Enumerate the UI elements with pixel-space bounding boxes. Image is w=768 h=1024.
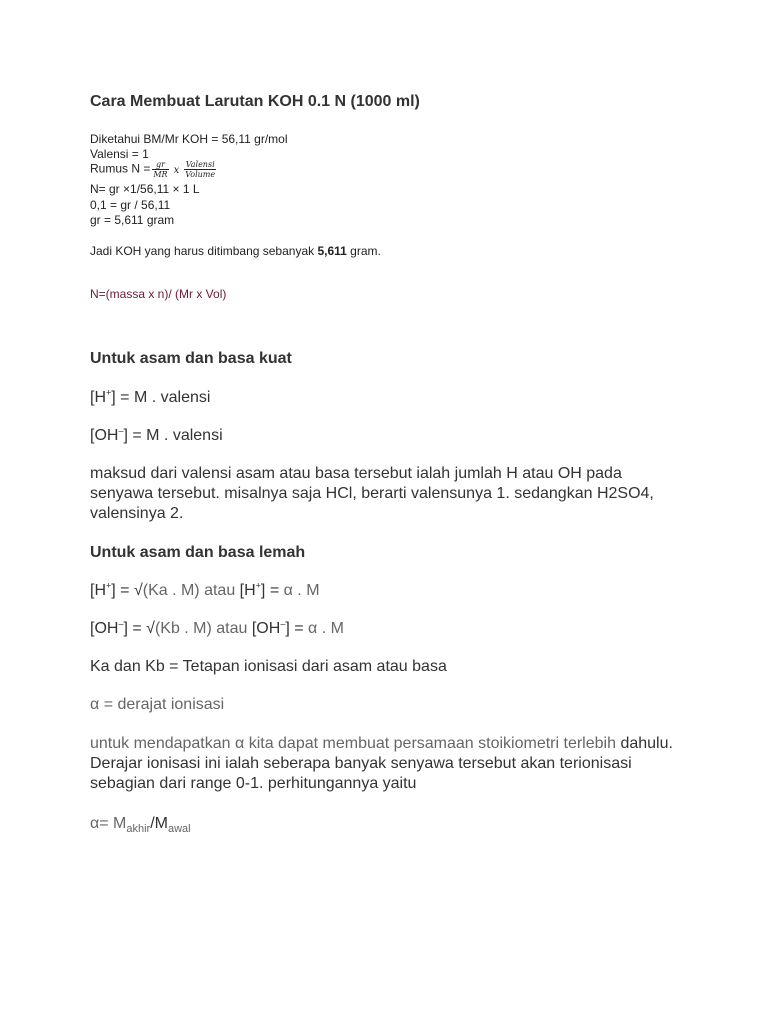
alpha-definition: α = derajat ionisasi [90,696,225,713]
text-gray: α . M [283,582,320,599]
superscript: + [106,580,112,591]
fraction-valensi-volume [184,160,216,179]
oh-formula-rest: ] = M . valensi [123,427,223,444]
text: [H [239,582,256,599]
text: ] = [285,620,309,637]
ionization-paragraph [90,734,680,794]
fraction-denominator: MR [153,170,168,179]
strong-h-formula [90,388,210,408]
text-gray: (Ka . M) atau [142,582,240,599]
text: [OH [251,620,281,637]
superscript: + [255,580,261,591]
text: [OH [90,620,119,637]
valence-line: Valensi = 1 [90,147,149,161]
multiply-sign: x [173,164,180,176]
text-gray: α . M [308,620,344,637]
fraction-denominator: Volume [185,170,216,179]
weak-oh-formula [90,619,344,639]
m-symbol: M [113,815,127,832]
text: ] = √ [123,620,155,637]
result-suffix: gram. [346,244,381,258]
oh-bracket: [OH [90,427,119,444]
formula-line [90,160,218,179]
weak-h-formula [90,581,320,601]
formula-prefix: Rumus N = [90,161,151,176]
normality-formula: N=(massa x n)/ (Mr x Vol) [90,287,227,301]
superscript: – [118,618,124,629]
text: ] = √ [111,582,143,599]
paragraph-gray-part: untuk mendapatkan α kita dapat membuat persamaan stoikiometri terlebih [90,735,616,752]
result-prefix: Jadi KOH yang harus ditimbang sebanyak [90,244,318,258]
calc-step-3: gr = 5,611 gram [90,213,175,227]
alpha-formula [90,814,191,834]
given-mr-line: Diketahui BM/Mr KOH = 56,11 gr/mol [90,132,288,146]
superscript: – [280,618,286,629]
text-gray: (Kb . M) atau [154,620,252,637]
strong-oh-formula [90,426,223,446]
calc-step-2: 0,1 = gr / 56,11 [90,198,171,212]
alpha-equals: α= [90,815,114,832]
result-value: 5,611 [317,244,347,258]
valence-explanation: maksud dari valensi asam atau basa tersebut ialah jumlah H atau OH pada senyawa tersebut. misalnya saja HCl, berarti valensunya 1. sedangkan H2SO4, valensinya 2. [90,465,654,522]
text: [H [90,582,106,599]
text: ] = [260,582,284,599]
fraction-gr-mr [152,160,168,179]
calc-step-1: N= gr ×1/56,11 × 1 L [90,182,200,196]
m-symbol: M [154,815,168,832]
slash: / [150,815,155,832]
page-title: Cara Membuat Larutan KOH 0.1 N (1000 ml) [90,93,420,110]
weak-acid-base-heading: Untuk asam dan basa lemah [90,544,306,561]
result-line [90,243,381,259]
oh-superscript: – [118,425,124,436]
h-superscript: + [106,387,112,398]
subscript-awal: awal [168,823,191,836]
paragraph-rest: dahulu. Derajar ionisasi ini ialah seberapa banyak senyawa tersebut akan terionisasi sebagian dari range 0-1. perhitungannya yaitu [90,735,673,792]
strong-acid-base-heading: Untuk asam dan basa kuat [90,350,292,367]
subscript-akhir: akhir [126,823,151,836]
fraction-numerator: Valensi [185,160,215,169]
h-formula-rest: ] = M . valensi [111,389,211,406]
fraction-numerator: gr [152,160,168,170]
h-bracket: [H [90,389,106,406]
ka-kb-definition: Ka dan Kb = Tetapan ionisasi dari asam atau basa [90,658,447,675]
